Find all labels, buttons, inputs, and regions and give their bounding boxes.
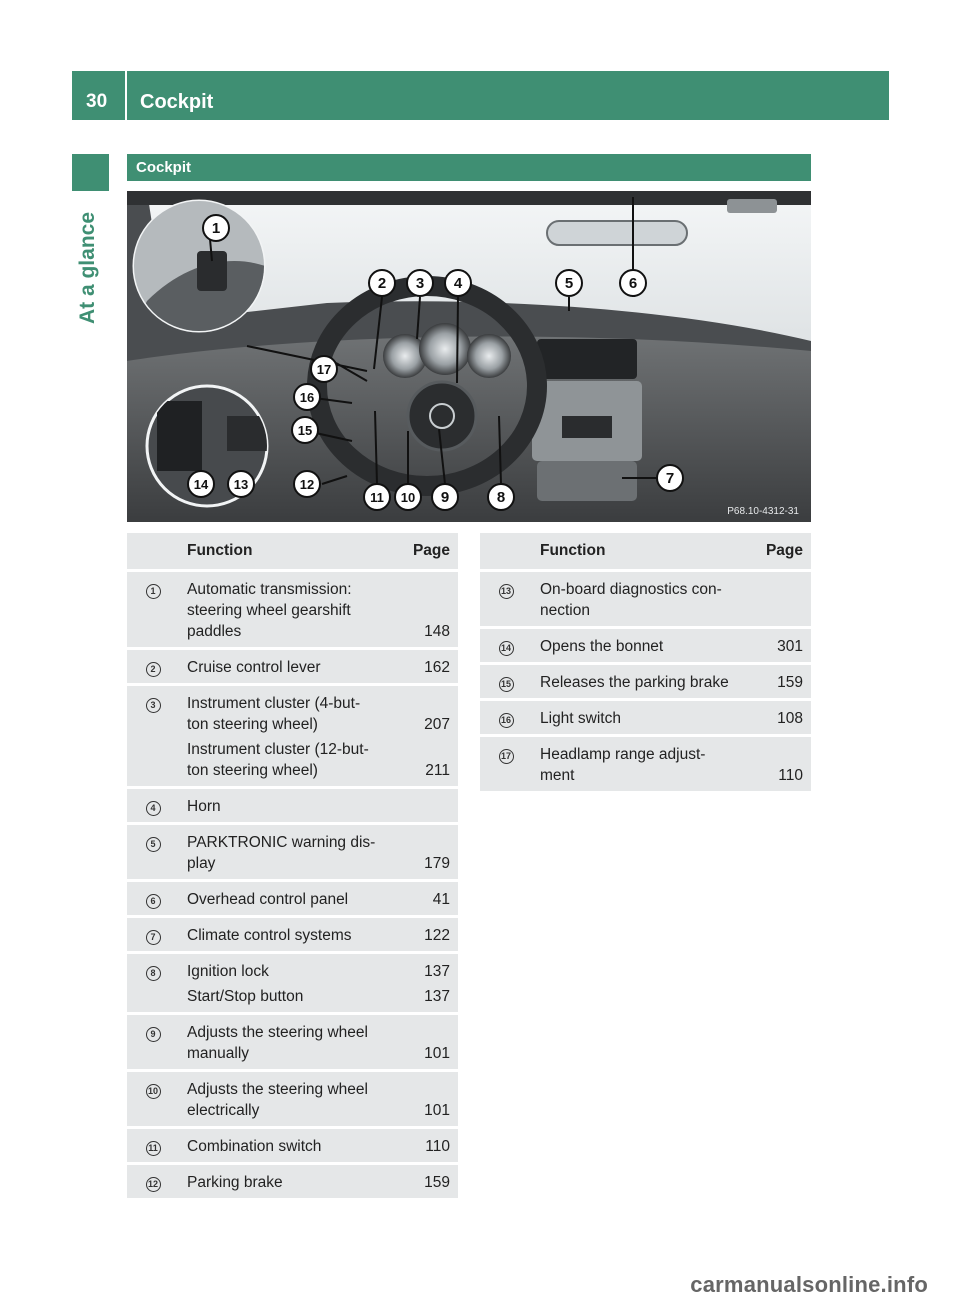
function-line: Adjusts the steering wheel <box>187 1024 368 1041</box>
table-row <box>127 572 458 647</box>
page-reference[interactable]: 159 <box>424 1174 450 1191</box>
function-table-right <box>480 530 811 794</box>
row-page <box>405 650 458 683</box>
page-reference[interactable]: 159 <box>777 674 803 691</box>
table-row <box>127 825 458 879</box>
function-entry <box>187 1172 405 1193</box>
function-entry <box>187 986 405 1007</box>
row-number <box>127 789 179 822</box>
row-function <box>179 825 405 879</box>
row-number <box>127 825 179 879</box>
row-number <box>127 1129 179 1162</box>
svg-text:8: 8 <box>496 489 506 506</box>
circled-number-icon: 1 <box>146 584 161 599</box>
row-page <box>405 918 458 951</box>
callout-7 <box>657 465 683 491</box>
side-tab-label: At a glance <box>76 211 99 325</box>
page-reference[interactable]: 108 <box>777 710 803 727</box>
table-row <box>127 918 458 951</box>
svg-text:10: 10 <box>400 490 416 505</box>
callout-11 <box>364 484 390 510</box>
svg-text:17: 17 <box>316 362 332 377</box>
callout-3 <box>407 270 433 296</box>
row-function <box>532 572 758 626</box>
row-function <box>532 737 758 791</box>
svg-text:16: 16 <box>299 390 315 405</box>
callout-8 <box>488 484 514 510</box>
circled-number-icon: 14 <box>499 641 514 656</box>
table-row <box>127 1015 458 1069</box>
table-row <box>127 1165 458 1198</box>
row-number <box>480 629 532 662</box>
function-line: Releases the parking brake <box>540 674 729 691</box>
row-function <box>179 686 405 786</box>
page-header <box>72 71 889 120</box>
row-page <box>758 572 811 626</box>
row-function <box>179 1129 405 1162</box>
row-number <box>127 686 179 786</box>
table-header-function: Function <box>532 533 758 569</box>
row-number <box>480 665 532 698</box>
circled-number-icon: 6 <box>146 894 161 909</box>
function-line: PARKTRONIC warning dis- <box>187 834 376 851</box>
section-title: Cockpit <box>136 159 192 176</box>
callout-2 <box>369 270 395 296</box>
header-title: Cockpit <box>140 91 214 113</box>
figure-code: P68.10-4312-31 <box>727 506 799 517</box>
function-entry <box>540 579 758 621</box>
callout-14 <box>188 471 214 497</box>
watermark: carmanualsonline.info <box>690 1272 928 1297</box>
row-function <box>179 1072 405 1126</box>
row-page <box>405 789 458 822</box>
page-reference[interactable]: 122 <box>424 927 450 944</box>
page-reference[interactable]: 110 <box>778 767 803 784</box>
header-divider <box>125 71 127 120</box>
table-row <box>480 629 811 662</box>
function-line: ton steering wheel) <box>187 716 318 733</box>
page-reference[interactable]: 101 <box>424 1045 450 1062</box>
row-page <box>405 825 458 879</box>
circled-number-icon: 16 <box>499 713 514 728</box>
circled-number-icon: 5 <box>146 837 161 852</box>
circled-number-icon: 10 <box>146 1084 161 1099</box>
row-page <box>405 1015 458 1069</box>
circled-number-icon: 17 <box>499 749 514 764</box>
row-page <box>758 701 811 734</box>
function-line: Headlamp range adjust- <box>540 746 706 763</box>
row-function <box>179 789 405 822</box>
table-header-function: Function <box>179 533 405 569</box>
row-function <box>179 918 405 951</box>
page-reference[interactable]: 207 <box>424 716 450 733</box>
callout-16 <box>294 384 320 410</box>
callout-13 <box>228 471 254 497</box>
table-row <box>480 572 811 626</box>
function-entry <box>187 832 405 874</box>
function-line: Adjusts the steering wheel <box>187 1081 368 1098</box>
svg-text:14: 14 <box>193 477 209 492</box>
table-row <box>127 1129 458 1162</box>
table-row <box>480 665 811 698</box>
row-page <box>405 1072 458 1126</box>
svg-text:4: 4 <box>453 275 463 292</box>
page-reference[interactable]: 110 <box>425 1138 450 1155</box>
circled-number-icon: 12 <box>146 1177 161 1192</box>
function-entry <box>187 579 405 642</box>
function-line: play <box>187 855 216 872</box>
row-function <box>532 701 758 734</box>
table-row <box>127 789 458 822</box>
callout-17 <box>311 356 337 382</box>
svg-text:2: 2 <box>377 275 387 292</box>
row-function <box>179 650 405 683</box>
row-page <box>758 629 811 662</box>
table-row <box>127 686 458 786</box>
row-number <box>127 650 179 683</box>
row-page <box>405 572 458 647</box>
circled-number-icon: 9 <box>146 1027 161 1042</box>
table-row <box>127 1072 458 1126</box>
callout-6 <box>620 270 646 296</box>
row-number <box>127 918 179 951</box>
callout-15 <box>292 417 318 443</box>
row-page <box>405 954 458 1012</box>
function-line: manually <box>187 1045 250 1062</box>
svg-text:11: 11 <box>370 490 384 505</box>
row-number <box>480 701 532 734</box>
row-page <box>405 882 458 915</box>
row-number <box>127 882 179 915</box>
function-entry <box>187 657 405 678</box>
function-line: Horn <box>187 798 221 815</box>
page-reference[interactable]: 137 <box>424 988 450 1005</box>
function-entry <box>187 739 405 781</box>
row-function <box>179 1015 405 1069</box>
row-number <box>127 1072 179 1126</box>
row-function <box>179 1165 405 1198</box>
table-row <box>127 954 458 1012</box>
row-number <box>480 737 532 791</box>
function-line: Ignition lock <box>187 963 269 980</box>
svg-text:7: 7 <box>665 470 675 487</box>
svg-text:15: 15 <box>297 423 313 438</box>
function-line: Automatic transmission: <box>187 581 352 598</box>
function-line: Light switch <box>540 710 621 727</box>
row-page <box>405 1129 458 1162</box>
row-function <box>179 882 405 915</box>
function-line: Parking brake <box>187 1174 283 1191</box>
row-function <box>179 954 405 1012</box>
function-entry <box>187 961 405 982</box>
page-reference[interactable]: 41 <box>432 891 450 908</box>
svg-text:13: 13 <box>233 477 249 492</box>
function-entry <box>540 636 758 657</box>
callout-12 <box>294 471 320 497</box>
row-number <box>127 1165 179 1198</box>
svg-text:6: 6 <box>628 275 638 292</box>
svg-text:3: 3 <box>415 275 425 292</box>
table-header-page: Page <box>758 533 811 569</box>
section-title-bar <box>127 154 811 181</box>
table-row <box>480 701 811 734</box>
function-line: Climate control systems <box>187 927 352 944</box>
svg-text:12: 12 <box>299 477 315 492</box>
table-row <box>480 737 811 791</box>
function-entry <box>540 744 758 786</box>
function-entry <box>187 796 405 817</box>
callout-5 <box>556 270 582 296</box>
cockpit-figure <box>127 191 811 522</box>
page-reference[interactable] <box>758 579 803 621</box>
row-page <box>758 665 811 698</box>
function-entry <box>187 925 405 946</box>
table-header-page: Page <box>405 533 458 569</box>
circled-number-icon: 8 <box>146 966 161 981</box>
function-entry <box>540 708 758 729</box>
function-line: Start/Stop button <box>187 988 304 1005</box>
function-line: Combination switch <box>187 1138 322 1155</box>
function-entry <box>187 1079 405 1121</box>
page-reference[interactable] <box>405 796 450 817</box>
function-entry <box>187 889 405 910</box>
page-reference[interactable]: 101 <box>424 1102 450 1119</box>
row-function <box>532 629 758 662</box>
row-page <box>405 686 458 786</box>
function-line: ment <box>540 767 575 784</box>
page-reference[interactable]: 301 <box>777 638 803 655</box>
table-header-number <box>480 533 532 569</box>
table-row <box>127 882 458 915</box>
function-line: Overhead control panel <box>187 891 349 908</box>
function-entry <box>187 1136 405 1157</box>
function-line: electrically <box>187 1102 260 1119</box>
function-table-left <box>127 530 458 1201</box>
side-tab-marker <box>72 154 109 191</box>
svg-text:5: 5 <box>564 275 574 292</box>
table-header-row <box>127 533 458 569</box>
function-line: Opens the bonnet <box>540 638 664 655</box>
row-number <box>127 1015 179 1069</box>
circled-number-icon: 13 <box>499 584 514 599</box>
table-header-row <box>480 533 811 569</box>
function-line: steering wheel gearshift <box>187 602 351 619</box>
callout-9 <box>432 484 458 510</box>
page-reference[interactable]: 148 <box>424 623 450 640</box>
function-line: Cruise control lever <box>187 659 321 676</box>
page-number: 30 <box>86 91 108 112</box>
page-reference[interactable]: 162 <box>424 659 450 676</box>
function-entry <box>187 1022 405 1064</box>
page-reference[interactable]: 211 <box>425 762 450 779</box>
row-number <box>480 572 532 626</box>
function-line: Instrument cluster (4-but- <box>187 695 361 712</box>
circled-number-icon: 7 <box>146 930 161 945</box>
row-number <box>127 954 179 1012</box>
function-entry <box>187 693 405 735</box>
circled-number-icon: 2 <box>146 662 161 677</box>
function-line: nection <box>540 602 590 619</box>
page-reference[interactable]: 137 <box>424 963 450 980</box>
row-page <box>405 1165 458 1198</box>
function-line: Instrument cluster (12-but- <box>187 741 369 758</box>
svg-text:1: 1 <box>211 220 221 237</box>
circled-number-icon: 4 <box>146 801 161 816</box>
row-function <box>532 665 758 698</box>
page-reference[interactable]: 179 <box>424 855 450 872</box>
row-number <box>127 572 179 647</box>
function-line: ton steering wheel) <box>187 762 318 779</box>
circled-number-icon: 11 <box>146 1141 161 1156</box>
row-page <box>758 737 811 791</box>
table-row <box>127 650 458 683</box>
circled-number-icon: 3 <box>146 698 161 713</box>
function-entry <box>540 672 758 693</box>
table-header-number <box>127 533 179 569</box>
function-line: On-board diagnostics con- <box>540 581 722 598</box>
callout-4 <box>445 270 471 296</box>
function-line: paddles <box>187 623 242 640</box>
row-function <box>179 572 405 647</box>
callout-10 <box>395 484 421 510</box>
callout-1 <box>203 215 229 241</box>
svg-text:9: 9 <box>440 489 450 506</box>
circled-number-icon: 15 <box>499 677 514 692</box>
